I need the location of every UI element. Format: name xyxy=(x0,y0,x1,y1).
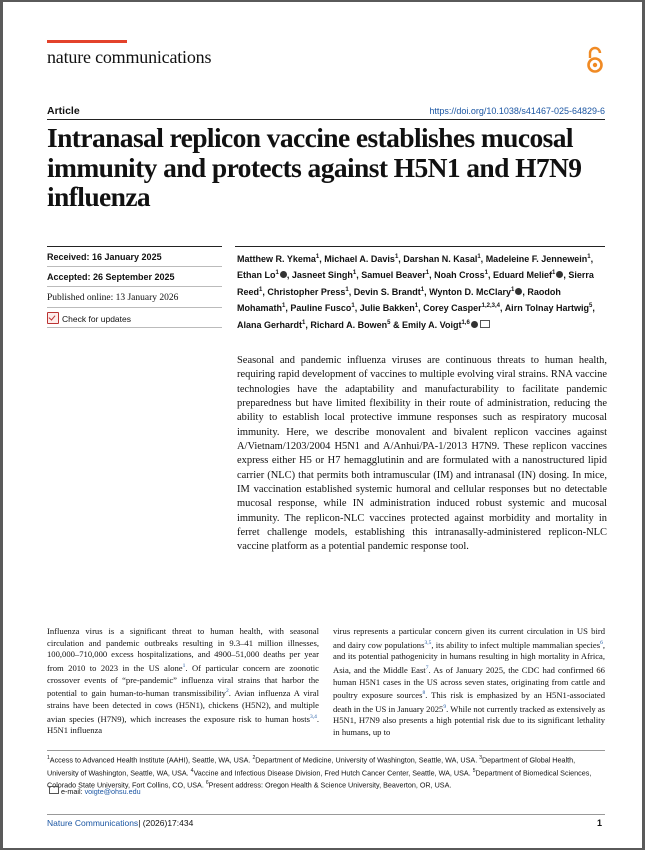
author-affiliation-ref: 5 xyxy=(589,303,593,310)
author-list: Matthew R. Ykema$^1$, Michael A. Davis$^1$, Darshan N. Kasal$^1$, Madeleine F. Jennewein$^1$, Ethan Lo$^1$ , Jasneet Singh$^1$, Samuel Beaver$^1$, Noah Cross$^1$, Eduard Melief$^1$ , Sierra Reed$^1$, Christopher Press$^1$, Devin S. Brandt$^1$, Wynton D. McClary$^1$ , Raodoh Mohamath$^1$, Pauline Fusco$^1$, Julie Bakken$^1$, Corey Casper$^{1,2,3,4}$, Airn Tolnay Hartwig$^5$, Alana Gerhardt$^1$, Richard A. Bowen$^5$ & Emily A. Voigt$^{1,6}$ xyxy=(237,254,595,330)
citation-ref[interactable]: 8 xyxy=(422,690,426,697)
received-date: Received: 16 January 2025 xyxy=(47,252,162,262)
author-name[interactable]: Noah Cross xyxy=(434,270,485,281)
author-affiliation-ref: 5 xyxy=(387,319,391,326)
journal-accent-bar xyxy=(47,40,127,43)
author-affiliation-ref: 1 xyxy=(351,303,355,310)
author-affiliation-ref: 1 xyxy=(484,270,489,277)
date-separator xyxy=(47,327,222,328)
affiliation-number: 4 xyxy=(190,767,194,774)
author-affiliation-ref: 1 xyxy=(425,270,430,277)
affiliation-number: 1 xyxy=(47,755,50,761)
author-name[interactable]: Julie Bakken xyxy=(359,303,415,314)
doi-link[interactable]: https://doi.org/10.1038/s41467-025-64829-6 xyxy=(429,106,605,116)
authors-divider xyxy=(235,246,605,247)
check-updates-label: Check for updates xyxy=(62,314,131,324)
date-separator xyxy=(47,307,222,308)
author-affiliation-ref: 1 xyxy=(420,286,425,293)
email-label: e-mail: xyxy=(61,787,85,796)
email-link[interactable]: voigte@ohsu.edu xyxy=(84,787,141,796)
author-affiliation-ref: 1 xyxy=(345,286,349,293)
author-name[interactable]: Alana Gerhardt xyxy=(237,319,303,330)
citation-ref[interactable]: 3,4 xyxy=(309,713,317,720)
footnote-divider xyxy=(47,750,605,751)
email-icon[interactable] xyxy=(480,320,490,328)
article-title: Intranasal replicon vaccine establishes mucosal immunity and protects against H5N1 and H7N9 influenza xyxy=(47,122,582,212)
author-name[interactable]: Samuel Beaver xyxy=(361,270,426,281)
orcid-icon[interactable] xyxy=(556,271,563,278)
author-affiliation-ref: 1 xyxy=(510,286,515,293)
affiliation-text: Department of Global Health, University of Washington, Seattle, WA, USA. xyxy=(47,755,576,777)
author-affiliation-ref: 1 xyxy=(302,319,306,326)
page-number: 1 xyxy=(596,818,602,828)
author-affiliation-ref: 1 xyxy=(282,303,286,310)
title-divider xyxy=(47,119,605,120)
author-affiliation-ref: 1 xyxy=(275,270,279,277)
affiliation-text: Department of Medicine, University of Washington, Seattle, WA, USA. xyxy=(255,755,480,765)
citation-ref[interactable]: 7 xyxy=(425,665,429,672)
affiliation-number: 6 xyxy=(205,780,209,787)
author-name[interactable]: Devin S. Brandt xyxy=(353,286,421,297)
citation-ref[interactable]: 1 xyxy=(182,663,186,670)
article-type-label: Article xyxy=(47,105,80,117)
author-name[interactable]: Emily A. Voigt xyxy=(401,319,462,330)
author-affiliation-ref: 1 xyxy=(259,286,263,293)
affiliation-number: 5 xyxy=(472,767,476,774)
open-access-icon[interactable] xyxy=(584,46,606,74)
author-name[interactable]: Richard A. Bowen xyxy=(310,319,388,330)
correspondence-email xyxy=(47,786,141,796)
body-column-right: virus represents a particular concern given its current circulation in US bird and dairy cow populations$^{3,5}$, its ability to infect multiple mammalian species$^6$, and its potential pathogenicity in humans resulting in high mortality in Africa, Asia, and the Middle East$^7$. As of January 2025, the CDC had confirmed 66 human H5N1 cases in the US across seven states, originating from cattle and poultry exposure sources$^8$. This risk is emphasized by an H5N1-associated death in the US in January 2025$^9$. While not currently tracked as extensively as H5N1, H7N9 also presents a high potential risk due to its significant lethality in humans, up to xyxy=(333,626,605,738)
author-affiliation-ref: 1,6 xyxy=(461,319,470,326)
author-affiliation-ref: 1 xyxy=(477,254,481,260)
author-name[interactable]: Raodoh Mohamath xyxy=(237,286,561,314)
author-name[interactable]: Jasneet Singh xyxy=(291,270,353,281)
author-ampersand: & xyxy=(392,319,400,330)
email-icon xyxy=(49,786,59,794)
author-name[interactable]: Ethan Lo xyxy=(237,270,276,281)
author-affiliation-ref: 1 xyxy=(414,303,419,310)
footer-journal[interactable] xyxy=(47,818,193,828)
orcid-icon[interactable] xyxy=(471,321,478,328)
author-affiliation-ref: 1 xyxy=(552,270,556,277)
author-name[interactable]: Wynton D. McClary xyxy=(429,286,511,297)
affiliation-number: 2 xyxy=(252,755,256,761)
affiliation-number: 3 xyxy=(479,755,482,761)
affiliation-text: Department of Biomedical Sciences, Colorado State University, Fort Collins, CO, USA. xyxy=(47,767,592,790)
citation-ref[interactable]: 6 xyxy=(600,639,603,646)
article-page xyxy=(3,2,642,848)
author-affiliation-ref: 1 xyxy=(352,270,357,277)
author-name[interactable]: Michael A. Davis xyxy=(324,254,395,264)
author-affiliation-ref: 1 xyxy=(315,254,320,260)
author-name[interactable]: Darshan N. Kasal xyxy=(403,254,478,264)
body-column-left: Influenza virus is a significant threat to human health, with seasonal circulation and pandemic outbreaks resulting in 9.3–41 million illnesses, 100,000–710,000 excess hospitalizations, and 4900–51,000 deaths per year from 2010 to 2023 in the US alone$^1$. Of particular concern are zoonotic crossover events of “pre-pandemic” influenza viral strains that harbor the potential to gain human-to-human transmissibility$^2$. Avian influenza A viral strains have been detected in cows (H5N1), chickens (H5N2), and multiple avian species (H7N9), which increases the exposure risk to human hosts$^{3,4}$. H5N1 influenza xyxy=(47,626,319,736)
author-affiliation-ref: 1 xyxy=(394,254,399,260)
abstract: Seasonal and pandemic influenza viruses are continuous threats to human health, requiring rapid development of vaccines to multiple evolving viral strains. RNA vaccine technologies have the adaptability and manufacturability to facilitate pandemic preparedness but have limited flexibility in their route of administration, reducing the ability to establish local protective immune responses such as respiratory mucosal immunity. Here, we describe monovalent and bivalent replicon vaccines against A/Vietnam/1203/2004 H5N1 and A/Anhui/PA-1/2013 H7N9. These replicon vaccines express either H5 or H7 hemagglutinin and are formulated with a nanostructured lipid carrier (NLC) that permits both intramuscular (IM) and intranasal (IN) dosing. In mice, IM vaccination established systemic humoral and cellular responses but no detectable mucosal response, while IN administration induced robust systemic and mucosal immunity. The replicon-NLC vaccines protected against morbidity and mortality in ferret challenge models, establishing this intranasally-administered replicon-NLC vaccine platform as a potential pandemic response tool. xyxy=(237,355,607,553)
author-name[interactable]: Corey Casper xyxy=(423,303,482,314)
check-for-updates-button[interactable] xyxy=(47,312,131,324)
citation-ref[interactable]: 9 xyxy=(443,703,447,710)
date-separator xyxy=(47,286,222,287)
author-name[interactable]: Matthew R. Ykema xyxy=(237,254,316,264)
citation-ref[interactable]: 2 xyxy=(225,688,229,695)
author-name[interactable]: Airn Tolnay Hartwig xyxy=(504,303,590,314)
orcid-icon[interactable] xyxy=(280,271,287,278)
check-updates-icon xyxy=(47,312,59,324)
published-date: Published online: 13 January 2026 xyxy=(47,293,179,303)
date-separator xyxy=(47,266,222,267)
affiliation-text: Present address: Oregon Health & Science University, Beaverton, OR, USA. xyxy=(208,780,452,790)
accepted-date: Accepted: 26 September 2025 xyxy=(47,272,175,282)
author-affiliation-ref: 1 xyxy=(587,254,591,260)
author-name[interactable]: Sierra Reed xyxy=(237,270,594,297)
footer-journal-name: Nature Communications xyxy=(47,818,139,828)
author-name[interactable]: Madeleine F. Jennewein xyxy=(485,254,588,264)
affiliation-text: Vaccine and Infectious Disease Division, Fred Hutch Cancer Center, Seattle, WA, USA. xyxy=(193,767,473,777)
footer-divider xyxy=(47,814,605,815)
dates-divider xyxy=(47,246,222,247)
journal-name: nature communications xyxy=(47,47,212,67)
author-name[interactable]: Eduard Melief xyxy=(493,270,553,281)
affiliation-text: Access to Advanced Health Institute (AAHI), Seattle, WA, USA. xyxy=(49,755,253,765)
author-affiliation-ref: 1,2,3,4 xyxy=(481,303,501,310)
citation-ref[interactable]: 3,5 xyxy=(424,639,432,646)
orcid-icon[interactable] xyxy=(515,288,522,295)
author-name[interactable]: Christopher Press xyxy=(267,286,346,297)
author-name[interactable]: Pauline Fusco xyxy=(290,303,352,314)
footer-citation: | (2026)17:434 xyxy=(138,818,194,828)
